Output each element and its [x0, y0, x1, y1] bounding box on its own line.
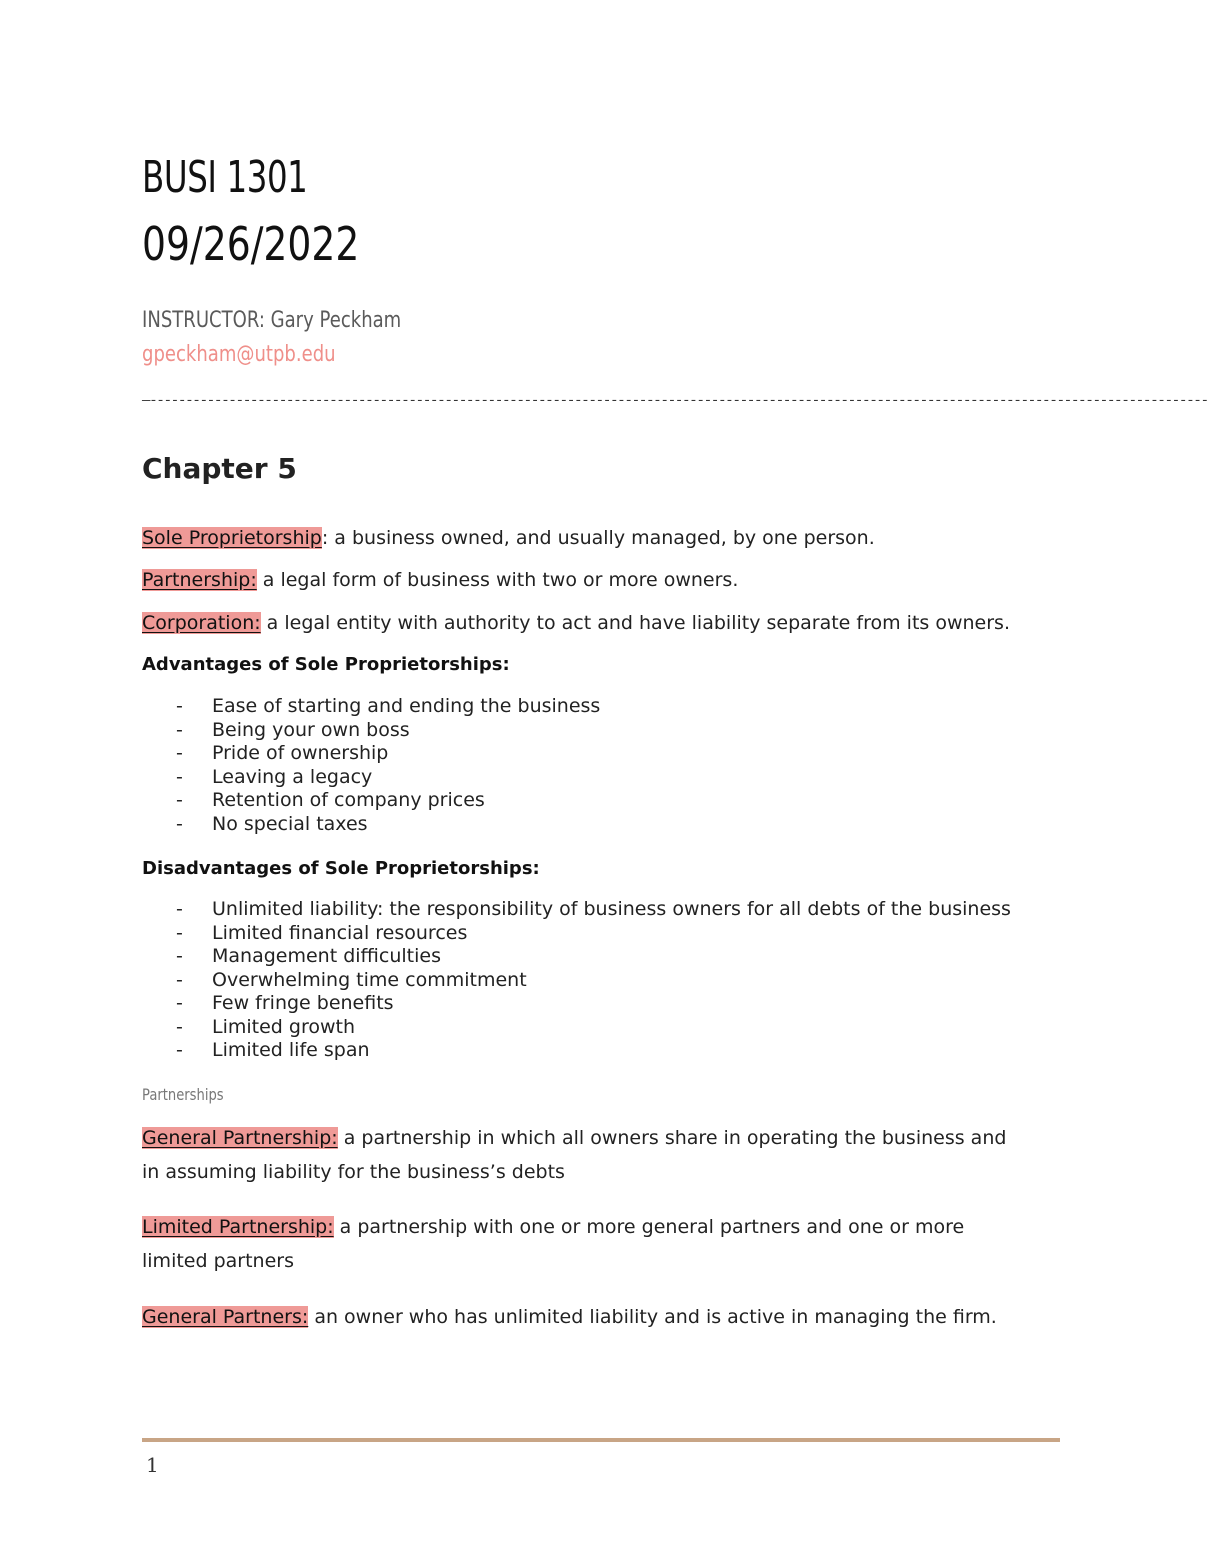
definition-text: a partnership in which all owners share in operating the business and in assuming liability for the business’s debts	[142, 1127, 1007, 1183]
definition-term: Sole Proprietorship	[142, 527, 322, 549]
dashed-divider: —---------------------------------------------------------------------------------------------------------------------------------------------------	[142, 393, 1208, 409]
advantages-list	[142, 695, 600, 836]
instructor-email[interactable]: gpeckham@utpb.edu	[142, 342, 336, 367]
definition-general-partnership	[142, 1121, 1022, 1189]
list-item: - Overwhelming time commitment	[176, 968, 527, 991]
definition-sole-proprietorship	[142, 521, 1022, 555]
list-item: - Leaving a legacy	[176, 765, 373, 788]
list-item: - Few fringe benefits	[176, 992, 394, 1014]
chapter-heading: Chapter 5	[142, 452, 297, 485]
list-item: - Management difficulties	[176, 945, 441, 967]
advantages-heading: Advantages of Sole Proprietorships:	[142, 654, 510, 675]
course-title: BUSI 1301	[142, 152, 308, 203]
definition-text: : a business owned, and usually managed, by one person.	[321, 527, 875, 549]
list-item: - Pride of ownership	[176, 742, 389, 764]
definition-term: Limited Partnership:	[142, 1216, 334, 1238]
footer-rule	[142, 1438, 1060, 1442]
definition-general-partners	[142, 1300, 1022, 1334]
definition-term: General Partners:	[142, 1306, 309, 1328]
definition-term: Partnership:	[142, 569, 257, 591]
disadvantages-heading: Disadvantages of Sole Proprietorships:	[142, 858, 540, 879]
instructor-name: Gary Peckham	[270, 308, 402, 333]
instructor-label: INSTRUCTOR:	[142, 308, 265, 333]
list-item: - Limited growth	[176, 1015, 356, 1038]
definition-term: Corporation:	[142, 612, 261, 634]
list-item: - Limited financial resources	[176, 921, 468, 944]
definition-term: General Partnership:	[142, 1127, 338, 1149]
definition-text: a partnership with one or more general partners and one or more limited partners	[142, 1216, 965, 1272]
list-item: - Being your own boss	[176, 718, 410, 741]
definition-text: an owner who has unlimited liability and is active in managing the firm.	[308, 1306, 997, 1328]
definition-partnership	[142, 563, 1022, 597]
list-item: - Unlimited liability: the responsibility of business owners for all debts of the business	[176, 898, 1011, 920]
list-item: - Limited life span	[176, 1039, 370, 1061]
lecture-date: 09/26/2022	[142, 217, 360, 271]
definition-corporation	[142, 606, 1022, 640]
list-item: - Retention of company prices	[176, 789, 485, 811]
disadvantages-list	[142, 898, 1011, 1063]
definition-text: a legal entity with authority to act and have liability separate from its owners.	[260, 612, 1010, 634]
instructor-line	[142, 306, 401, 336]
definition-limited-partnership	[142, 1210, 1022, 1278]
page-number: 1	[146, 1453, 159, 1477]
list-item: - No special taxes	[176, 812, 368, 835]
definition-text: a legal form of business with two or more owners.	[256, 569, 739, 591]
list-item: - Ease of starting and ending the business	[176, 695, 601, 717]
partnerships-section-label: Partnerships	[142, 1085, 224, 1104]
